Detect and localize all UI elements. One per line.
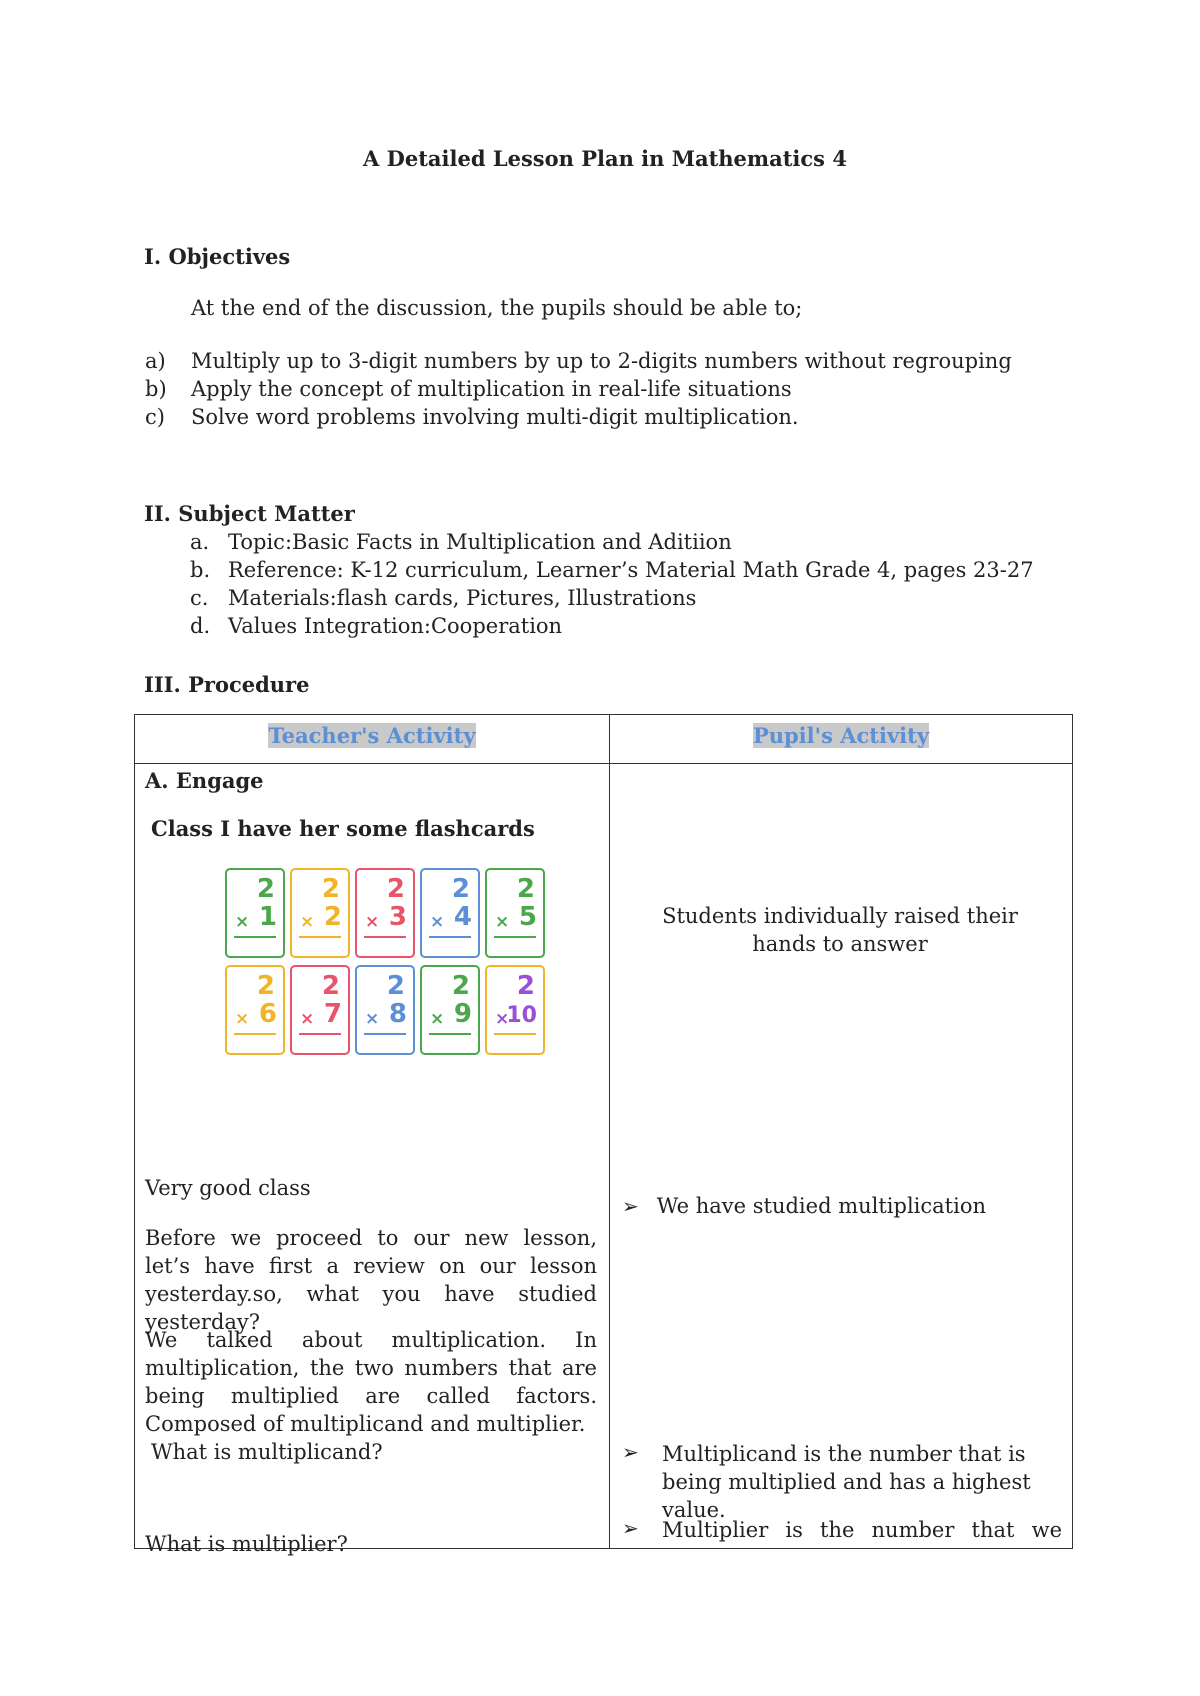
flashcard-bottom-number: 8	[388, 999, 407, 1029]
subject-text: Values Integration:Cooperation	[228, 614, 563, 638]
flashcard-top-number: 2	[516, 971, 535, 1001]
objectives-intro: At the end of the discussion, the pupils should be able to;	[191, 296, 803, 320]
flashcard-bottom-number: 10	[506, 1003, 537, 1028]
flashcard-underline	[234, 1033, 276, 1035]
objective-label: b)	[145, 377, 167, 401]
flashcard-bottom-number: 3	[388, 902, 407, 932]
flashcard	[355, 868, 415, 958]
flashcard	[225, 965, 285, 1055]
pupil-answer-multiplier	[622, 1516, 1062, 1544]
pupil-answer-multiplicand	[622, 1440, 1062, 1524]
flashcard-underline	[364, 1033, 406, 1035]
flashcard-underline	[494, 1033, 536, 1035]
flashcard-intro: Class I have her some flashcards	[151, 816, 535, 841]
flashcard-top-number: 2	[321, 971, 340, 1001]
subject-item-b	[190, 558, 1034, 582]
flashcard	[290, 868, 350, 958]
teacher-activity-cell	[135, 764, 610, 1556]
subject-label: d.	[190, 614, 211, 638]
flashcard-bottom-number: 9	[453, 999, 472, 1029]
multiply-icon: ×	[300, 1009, 315, 1029]
engage-heading: A. Engage	[145, 768, 264, 793]
flashcard-top-number: 2	[386, 874, 405, 904]
recap-text: We talked about multiplication. In multiplication, the two numbers that are being multiplied are called factors. Composed of multiplicand and multiplier.	[145, 1328, 597, 1436]
objectives-heading: I. Objectives	[144, 244, 291, 269]
flashcard-underline	[299, 936, 341, 938]
flashcard-bottom-number: 7	[323, 999, 342, 1029]
subject-label: a.	[190, 530, 210, 554]
subject-text: Topic:Basic Facts in Multiplication and Aditiion	[228, 530, 732, 554]
arrow-bullet-icon: ➢	[622, 1194, 639, 1218]
objective-label: c)	[145, 405, 165, 429]
multiply-icon: ×	[235, 1009, 250, 1029]
flashcard-bottom-number: 5	[518, 902, 537, 932]
multiply-icon: ×	[365, 912, 380, 932]
flashcard-underline	[494, 936, 536, 938]
flashcard	[420, 965, 480, 1055]
objective-item-b	[145, 377, 792, 401]
flashcards-image	[225, 868, 555, 1068]
flashcard	[290, 965, 350, 1055]
flashcard-top-number: 2	[516, 874, 535, 904]
flashcard-top-number: 2	[256, 971, 275, 1001]
subject-label: c.	[190, 586, 209, 610]
objective-text: Apply the concept of multiplication in real-life situations	[191, 377, 792, 401]
flashcard-top-number: 2	[386, 971, 405, 1001]
flashcard-bottom-number: 2	[323, 902, 342, 932]
pupil-answer-text: Multiplicand is the number that is being multiplied and has a highest value.	[662, 1442, 1031, 1522]
objective-item-a	[145, 349, 1012, 373]
arrow-bullet-icon: ➢	[622, 1440, 639, 1464]
objective-text: Solve word problems involving multi-digit multiplication.	[191, 405, 799, 429]
multiply-icon: ×	[430, 1009, 445, 1029]
flashcard-bottom-number: 6	[258, 999, 277, 1029]
page-title: A Detailed Lesson Plan in Mathematics 4	[363, 146, 847, 171]
multiply-icon: ×	[495, 912, 510, 932]
flashcard-underline	[429, 936, 471, 938]
arrow-bullet-icon: ➢	[622, 1516, 639, 1540]
pupil-answer-studied	[622, 1194, 986, 1218]
objective-label: a)	[145, 349, 166, 373]
flashcard-bottom-number: 1	[258, 902, 277, 932]
question-multiplier: What is multiplier?	[145, 1532, 348, 1556]
subject-item-a	[190, 530, 732, 554]
flashcard-underline	[429, 1033, 471, 1035]
subject-item-c	[190, 586, 696, 610]
flashcard	[355, 965, 415, 1055]
flashcard-top-number: 2	[451, 971, 470, 1001]
pupil-answer-text: Multiplier is the number that we	[662, 1518, 1062, 1542]
flashcard-top-number: 2	[256, 874, 275, 904]
very-good-text: Very good class	[145, 1176, 311, 1200]
subject-item-d	[190, 614, 562, 638]
teacher-activity-header: Teacher's Activity	[135, 715, 610, 764]
multiply-icon: ×	[430, 912, 445, 932]
flashcard	[485, 965, 545, 1055]
subject-text: Materials:flash cards, Pictures, Illustrations	[228, 586, 697, 610]
flashcard-underline	[299, 1033, 341, 1035]
flashcard	[420, 868, 480, 958]
subject-text: Reference: K-12 curriculum, Learner’s Material Math Grade 4, pages 23-27	[228, 558, 1034, 582]
flashcard-top-number: 2	[321, 874, 340, 904]
question-multiplicand: What is multiplicand?	[151, 1440, 383, 1464]
pupil-raise-hands: Students individually raised their hands to answer	[662, 904, 1018, 956]
subject-label: b.	[190, 558, 211, 582]
pupil-answer-text: We have studied multiplication	[656, 1194, 986, 1218]
flashcard	[485, 868, 545, 958]
flashcard-top-number: 2	[451, 874, 470, 904]
review-question: Before we proceed to our new lesson, let’s have first a review on our lesson yesterday.so, what you have studied yesterday?	[145, 1226, 597, 1334]
procedure-heading: III. Procedure	[144, 672, 310, 697]
pupil-activity-cell	[610, 764, 1073, 1549]
flashcard-underline	[364, 936, 406, 938]
multiply-icon: ×	[235, 912, 250, 932]
pupil-activity-header: Pupil's Activity	[610, 715, 1073, 764]
objective-text: Multiply up to 3-digit numbers by up to 2-digits numbers without regrouping	[191, 349, 1012, 373]
multiply-icon: ×	[300, 912, 315, 932]
multiply-icon: ×	[495, 1009, 510, 1029]
objective-item-c	[145, 405, 799, 429]
flashcard-bottom-number: 4	[453, 902, 472, 932]
multiply-icon: ×	[365, 1009, 380, 1029]
subject-matter-heading: II. Subject Matter	[144, 501, 355, 526]
procedure-table	[134, 714, 1073, 1556]
flashcard	[225, 868, 285, 958]
flashcard-underline	[234, 936, 276, 938]
